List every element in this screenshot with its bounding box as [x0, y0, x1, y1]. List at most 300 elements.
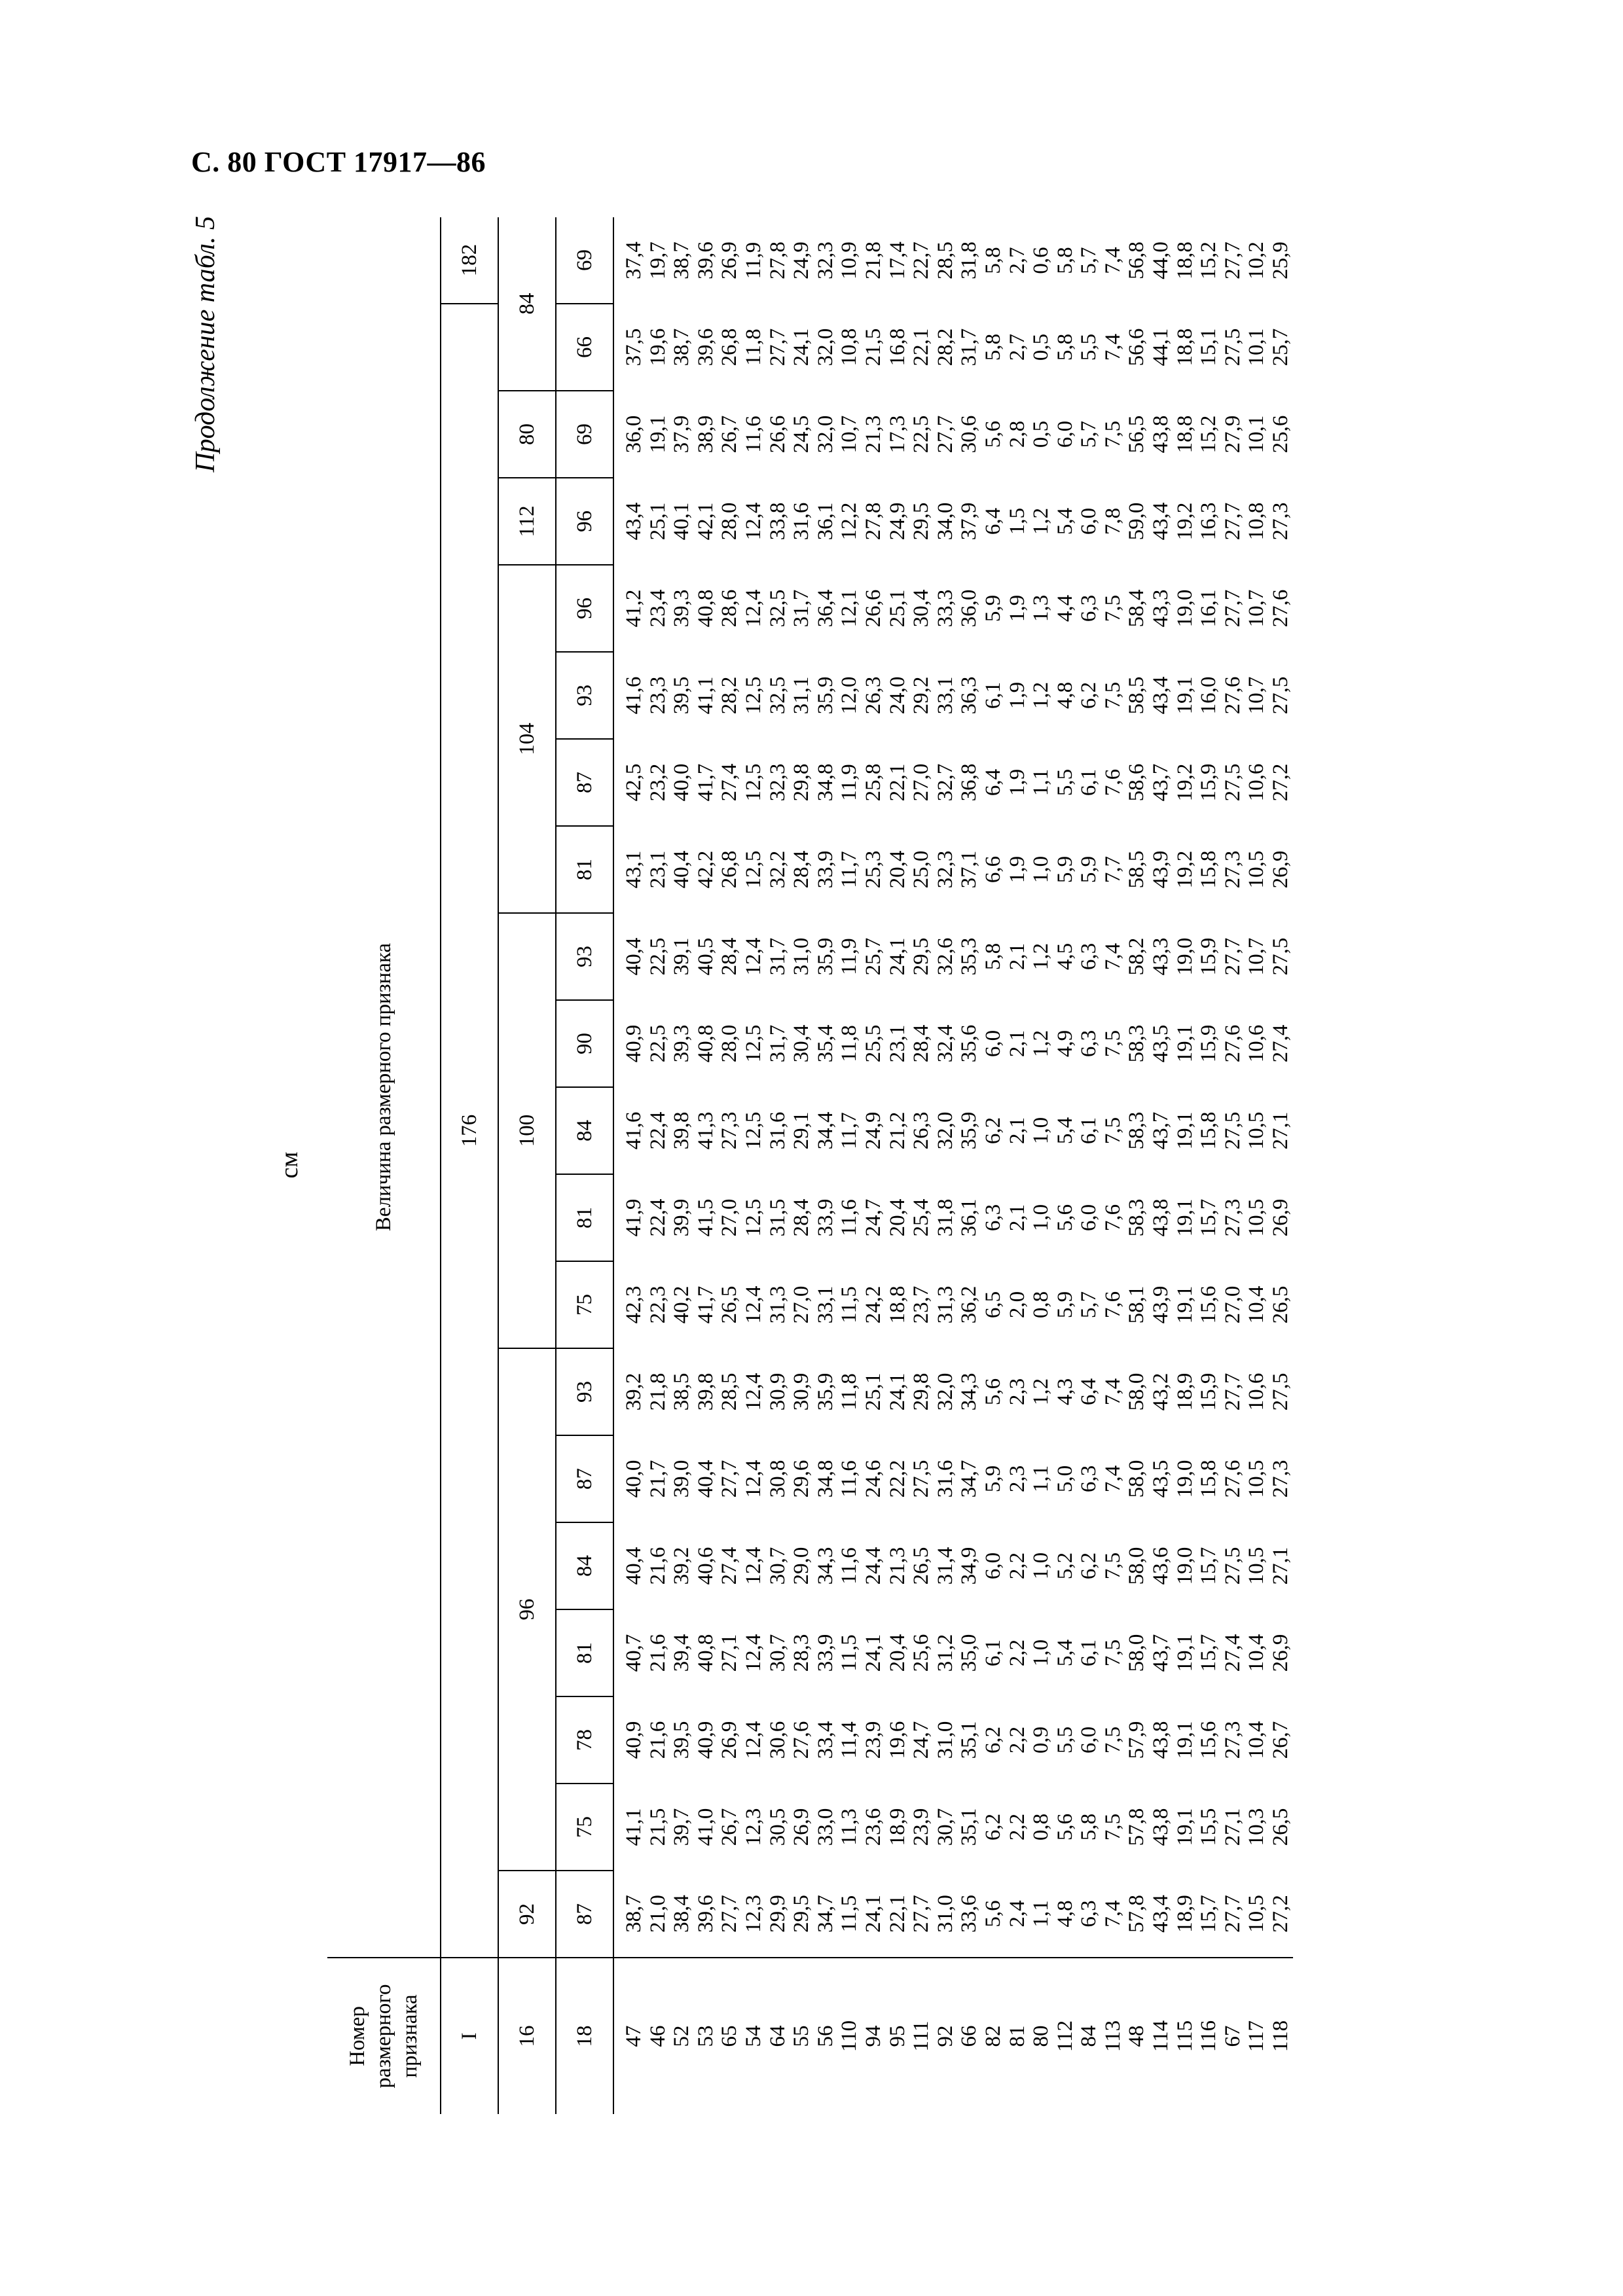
- table-cell: 15,8: [1197, 1111, 1221, 1150]
- table-cell: 1,3: [1029, 594, 1053, 622]
- table-cell: 5,2: [1053, 1552, 1077, 1580]
- table-cell: 27,7: [718, 1895, 742, 1933]
- table-cell: 10,9: [837, 242, 862, 279]
- table-cell: 20,4: [885, 850, 909, 889]
- table-cell: 19,1: [1173, 1111, 1197, 1150]
- table-cell: 10,8: [1245, 502, 1269, 541]
- table-cell: 43,9: [1149, 850, 1173, 889]
- row-number: 66: [957, 1958, 981, 2114]
- table-cell: 2,2: [1005, 1552, 1029, 1580]
- table-cell: 24,1: [790, 328, 814, 367]
- table-cell: 11,4: [837, 1721, 862, 1759]
- table-cell: 24,2: [861, 1285, 885, 1324]
- table-cell: 12,4: [741, 502, 765, 541]
- table-cell: 0,5: [1029, 333, 1053, 361]
- table-cell: 6,3: [1077, 1030, 1101, 1058]
- row-number: 84: [1077, 1958, 1101, 2114]
- table-cell: 31,3: [765, 1285, 790, 1324]
- hip-header: 69: [556, 391, 613, 478]
- table-cell: 30,4: [790, 1024, 814, 1063]
- height-header: 182: [441, 217, 498, 304]
- table-cell: 58,4: [1125, 589, 1149, 628]
- table-row: [1101, 217, 1125, 2114]
- row-number: 56: [814, 1958, 838, 2114]
- table-cell: 11,7: [837, 1112, 862, 1149]
- table-row: [1221, 217, 1245, 2114]
- hip-header: 75: [556, 1784, 613, 1871]
- table-cell: 5,6: [981, 1900, 1005, 1928]
- table-cell: 29,0: [790, 1547, 814, 1585]
- table-cell: 32,2: [765, 850, 790, 889]
- table-cell: 7,6: [1101, 768, 1125, 797]
- table-cell: 29,6: [790, 1460, 814, 1498]
- table-cell: 57,9: [1125, 1721, 1149, 1759]
- table-cell: 16,0: [1197, 676, 1221, 715]
- row-number: 47: [613, 1958, 646, 2114]
- table-row: [646, 217, 670, 2114]
- table-cell: 31,8: [933, 1198, 957, 1237]
- row-number: 95: [886, 1958, 910, 2114]
- table-cell: 19,2: [1173, 850, 1197, 889]
- table-cell: 25,9: [1269, 242, 1293, 279]
- table-cell: 27,7: [909, 1895, 934, 1933]
- table-cell: 5,4: [1053, 507, 1077, 535]
- table-row: [1125, 217, 1149, 2114]
- table-cell: 5,6: [1053, 1204, 1077, 1232]
- table-cell: 27,1: [718, 1634, 742, 1672]
- table-cell: 26,8: [718, 850, 742, 889]
- table-cell: 23,9: [909, 1808, 934, 1846]
- table-cell: 34,9: [957, 1547, 981, 1585]
- row-number: 48: [1125, 1958, 1149, 2114]
- table-cell: 0,8: [1029, 1291, 1053, 1319]
- table-cell: 29,2: [909, 676, 934, 715]
- table-cell: 27,4: [1220, 1634, 1245, 1672]
- table-cell: 26,3: [909, 1111, 934, 1150]
- table-cell: 40,8: [693, 1024, 718, 1063]
- table-row: [718, 217, 742, 2114]
- size-table: [327, 217, 1293, 2114]
- table-cell: 24,9: [790, 242, 814, 279]
- table-cell: 19,0: [1173, 589, 1197, 628]
- row-number: 53: [694, 1958, 718, 2114]
- table-cell: 30,6: [765, 1721, 790, 1759]
- table-cell: 5,9: [981, 594, 1005, 622]
- table-cell: 6,4: [981, 507, 1005, 535]
- table-cell: 43,2: [1149, 1372, 1173, 1411]
- table-cell: 4,3: [1053, 1378, 1077, 1406]
- table-cell: 12,1: [837, 589, 862, 628]
- table-cell: 5,8: [981, 942, 1005, 971]
- height-header: 176: [441, 304, 498, 1958]
- table-cell: 22,2: [885, 1460, 909, 1498]
- table-cell: 32,4: [933, 1024, 957, 1063]
- hip-header: 87: [556, 1435, 613, 1522]
- table-row: [1149, 217, 1173, 2114]
- table-row: [766, 217, 790, 2114]
- table-cell: 29,8: [909, 1372, 934, 1411]
- row-number: 113: [1101, 1958, 1125, 2114]
- table-cell: 6,3: [1077, 1465, 1101, 1493]
- table-cell: 27,4: [718, 1547, 742, 1585]
- table-cell: 7,4: [1101, 247, 1125, 274]
- row-number: 52: [670, 1958, 694, 2114]
- table-cell: 39,7: [670, 1808, 694, 1846]
- hip-header: 96: [556, 478, 613, 565]
- table-cell: 7,4: [1101, 1900, 1125, 1928]
- table-cell: 27,5: [1220, 328, 1245, 367]
- table-cell: 24,0: [885, 676, 909, 715]
- table-cell: 2,8: [1005, 420, 1029, 448]
- table-cell: 40,8: [693, 1634, 718, 1672]
- table-cell: 12,4: [741, 1460, 765, 1498]
- table-cell: 43,4: [1149, 676, 1173, 715]
- table-cell: 7,5: [1101, 1552, 1125, 1580]
- corner-row-label: 16: [498, 1958, 556, 2114]
- table-cell: 31,4: [933, 1547, 957, 1585]
- table-cell: 35,9: [813, 676, 837, 715]
- hip-header: 87: [556, 739, 613, 826]
- table-cell: 33,9: [813, 1634, 837, 1672]
- table-cell: 1,9: [1005, 768, 1029, 797]
- rotated-table-block: [190, 216, 1623, 2114]
- table-cell: 26,6: [861, 589, 885, 628]
- table-cell: 15,7: [1197, 1634, 1221, 1672]
- table-cell: 27,4: [1269, 1024, 1293, 1063]
- table-cell: 19,1: [1173, 1198, 1197, 1237]
- table-cell: 19,2: [1173, 763, 1197, 802]
- table-cell: 39,5: [670, 676, 694, 715]
- table-cell: 26,9: [718, 242, 742, 279]
- table-cell: 28,5: [933, 242, 957, 279]
- table-cell: 30,5: [765, 1808, 790, 1846]
- table-cell: 36,0: [622, 415, 646, 454]
- table-cell: 6,2: [1077, 1552, 1101, 1580]
- table-cell: 4,8: [1053, 1900, 1077, 1928]
- table-cell: 18,8: [1173, 415, 1197, 454]
- table-cell: 22,1: [909, 328, 934, 367]
- table-row: [1197, 217, 1221, 2114]
- table-cell: 30,6: [957, 415, 981, 454]
- table-cell: 31,0: [933, 1895, 957, 1933]
- table-cell: 32,0: [933, 1111, 957, 1150]
- table-cell: 22,7: [909, 242, 934, 279]
- table-cell: 27,7: [1220, 589, 1245, 628]
- table-cell: 16,8: [885, 328, 909, 367]
- table-cell: 27,7: [765, 328, 790, 367]
- table-cell: 7,6: [1101, 1204, 1125, 1232]
- row-number: 67: [1221, 1958, 1245, 2114]
- table-cell: 27,5: [1220, 763, 1245, 802]
- table-cell: 31,7: [790, 589, 814, 628]
- table-cell: 28,4: [790, 850, 814, 889]
- table-row: [934, 217, 958, 2114]
- table-cell: 4,5: [1053, 942, 1077, 971]
- table-cell: 35,9: [813, 937, 837, 976]
- table-cell: 27,6: [790, 1721, 814, 1759]
- table-cell: 6,0: [1077, 1204, 1101, 1232]
- table-cell: 27,3: [1220, 1721, 1245, 1759]
- table-cell: 10,5: [1245, 1198, 1269, 1237]
- table-cell: 23,7: [909, 1285, 934, 1324]
- table-cell: 30,7: [765, 1547, 790, 1585]
- table-cell: 58,0: [1125, 1460, 1149, 1498]
- table-cell: 33,1: [813, 1285, 837, 1324]
- hip-header: 84: [556, 1522, 613, 1609]
- table-cell: 1,9: [1005, 855, 1029, 884]
- table-cell: 11,7: [837, 851, 862, 888]
- girth-header: 96: [498, 1348, 556, 1871]
- table-cell: 5,9: [1077, 855, 1101, 884]
- table-cell: 25,7: [1269, 328, 1293, 367]
- table-cell: 2,1: [1005, 1204, 1029, 1232]
- table-row: [790, 217, 814, 2114]
- table-cell: 5,6: [981, 1378, 1005, 1406]
- table-cell: 11,5: [837, 1634, 862, 1672]
- table-cell: 41,6: [622, 676, 646, 715]
- table-cell: 27,7: [1220, 502, 1245, 541]
- table-cell: 10,6: [1245, 1372, 1269, 1411]
- table-cell: 31,7: [957, 328, 981, 367]
- table-cell: 25,6: [909, 1634, 934, 1672]
- table-cell: 6,2: [981, 1117, 1005, 1145]
- table-cell: 28,4: [909, 1024, 934, 1063]
- table-cell: 11,8: [837, 1025, 862, 1062]
- table-cell: 12,4: [741, 1285, 765, 1324]
- table-cell: 24,7: [861, 1198, 885, 1237]
- table-cell: 15,6: [1197, 1285, 1221, 1324]
- table-cell: 40,9: [622, 1024, 646, 1063]
- table-cell: 35,9: [813, 1372, 837, 1411]
- table-cell: 26,9: [1269, 850, 1293, 889]
- table-cell: 12,4: [741, 1634, 765, 1672]
- table-cell: 26,9: [790, 1808, 814, 1846]
- table-cell: 34,3: [813, 1547, 837, 1585]
- row-number: 81: [1006, 1958, 1030, 2114]
- table-cell: 26,5: [718, 1285, 742, 1324]
- table-cell: 28,4: [718, 937, 742, 976]
- table-cell: 34,0: [933, 502, 957, 541]
- table-cell: 40,4: [622, 1547, 646, 1585]
- girth-header: 92: [498, 1871, 556, 1958]
- table-cell: 7,5: [1101, 1726, 1125, 1754]
- table-cell: 23,2: [646, 763, 670, 802]
- table-cell: 27,7: [1220, 1372, 1245, 1411]
- table-cell: 38,7: [622, 1895, 646, 1933]
- table-cell: 11,5: [837, 1895, 862, 1933]
- table-cell: 15,7: [1197, 1198, 1221, 1237]
- table-cell: 30,9: [765, 1372, 790, 1411]
- table-cell: 40,9: [693, 1721, 718, 1759]
- row-number: 46: [646, 1958, 670, 2114]
- table-cell: 12,3: [741, 1808, 765, 1846]
- table-cell: 56,8: [1125, 242, 1149, 279]
- table-cell: 27,2: [1269, 1895, 1293, 1933]
- table-cell: 5,7: [1077, 247, 1101, 274]
- row-number: 92: [934, 1958, 958, 2114]
- table-cell: 5,4: [1053, 1117, 1077, 1145]
- table-cell: 19,1: [1173, 1808, 1197, 1846]
- table-cell: 43,3: [1149, 589, 1173, 628]
- table-cell: 5,7: [1077, 420, 1101, 448]
- table-cell: 28,6: [718, 589, 742, 628]
- table-cell: 31,3: [933, 1285, 957, 1324]
- table-cell: 28,2: [718, 676, 742, 715]
- table-cell: 35,9: [957, 1111, 981, 1150]
- table-cell: 58,6: [1125, 763, 1149, 802]
- table-cell: 25,6: [1269, 415, 1293, 454]
- table-cell: 0,5: [1029, 420, 1053, 448]
- table-row: [981, 217, 1006, 2114]
- table-cell: 31,8: [957, 242, 981, 279]
- table-cell: 1,0: [1029, 1639, 1053, 1667]
- table-cell: 5,5: [1077, 333, 1101, 361]
- table-cell: 5,8: [981, 333, 1005, 361]
- table-cell: 15,9: [1197, 937, 1221, 976]
- table-row: [1269, 217, 1293, 2114]
- table-cell: 36,3: [957, 676, 981, 715]
- girth-header: 104: [498, 565, 556, 913]
- table-cell: 37,5: [622, 328, 646, 367]
- table-cell: 22,3: [646, 1285, 670, 1324]
- table-cell: 26,9: [718, 1721, 742, 1759]
- table-cell: 10,7: [837, 415, 862, 454]
- table-cell: 10,1: [1245, 328, 1269, 367]
- table-cell: 31,6: [933, 1460, 957, 1498]
- table-cell: 12,4: [741, 589, 765, 628]
- table-cell: 7,5: [1101, 1117, 1125, 1145]
- table-cell: 43,8: [1149, 1808, 1173, 1846]
- table-cell: 39,9: [670, 1198, 694, 1237]
- table-cell: 38,5: [670, 1372, 694, 1411]
- table-cell: 32,0: [813, 328, 837, 367]
- hip-header: 75: [556, 1261, 613, 1348]
- table-cell: 34,8: [813, 1460, 837, 1498]
- table-cell: 10,2: [1245, 242, 1269, 279]
- table-cell: 31,5: [765, 1198, 790, 1237]
- table-cell: 32,0: [813, 415, 837, 454]
- table-cell: 27,7: [933, 415, 957, 454]
- table-cell: 5,8: [981, 247, 1005, 274]
- table-cell: 25,1: [885, 589, 909, 628]
- table-cell: 10,4: [1245, 1721, 1269, 1759]
- table-cell: 40,8: [693, 589, 718, 628]
- corner-row-label: I: [441, 1958, 498, 2114]
- table-cell: 6,1: [981, 1639, 1005, 1667]
- table-cell: 10,7: [1245, 676, 1269, 715]
- table-cell: 28,3: [790, 1634, 814, 1672]
- table-cell: 22,5: [646, 1024, 670, 1063]
- table-cell: 2,2: [1005, 1639, 1029, 1667]
- table-cell: 39,2: [622, 1372, 646, 1411]
- table-cell: 25,3: [861, 850, 885, 889]
- table-cell: 25,4: [909, 1198, 934, 1237]
- table-cell: 27,3: [1220, 850, 1245, 889]
- table-cell: 43,7: [1149, 763, 1173, 802]
- table-cell: 24,7: [909, 1721, 934, 1759]
- table-cell: 10,7: [1245, 589, 1269, 628]
- table-cell: 12,3: [741, 1895, 765, 1933]
- table-cell: 21,8: [646, 1372, 670, 1411]
- table-cell: 23,9: [861, 1721, 885, 1759]
- table-cell: 27,1: [1269, 1111, 1293, 1150]
- table-cell: 7,7: [1101, 855, 1125, 884]
- table-cell: 31,1: [790, 676, 814, 715]
- table-cell: 39,2: [670, 1547, 694, 1585]
- table-cell: 30,4: [909, 589, 934, 628]
- table-cell: 58,3: [1125, 1111, 1149, 1150]
- table-cell: 34,8: [813, 763, 837, 802]
- table-cell: 5,9: [1053, 855, 1077, 884]
- table-cell: 39,0: [670, 1460, 694, 1498]
- table-cell: 11,8: [741, 329, 765, 366]
- table-cell: 38,9: [693, 415, 718, 454]
- table-cell: 24,1: [861, 1895, 885, 1933]
- table-cell: 7,5: [1101, 1030, 1125, 1058]
- table-cell: 27,6: [1220, 676, 1245, 715]
- table-cell: 6,3: [981, 1204, 1005, 1232]
- table-cell: 17,3: [885, 415, 909, 454]
- table-cell: 21,3: [861, 415, 885, 454]
- table-cell: 40,4: [693, 1460, 718, 1498]
- table-cell: 30,7: [933, 1808, 957, 1846]
- row-number: 65: [718, 1958, 742, 2114]
- table-cell: 40,6: [693, 1547, 718, 1585]
- table-cell: 1,1: [1029, 1900, 1053, 1928]
- table-cell: 24,9: [885, 502, 909, 541]
- table-cell: 38,4: [670, 1895, 694, 1933]
- row-number: 115: [1173, 1958, 1197, 2114]
- table-cell: 15,7: [1197, 1895, 1221, 1933]
- table-cell: 36,0: [957, 589, 981, 628]
- table-cell: 26,9: [1269, 1198, 1293, 1237]
- table-cell: 6,1: [1077, 768, 1101, 797]
- girth-header: 80: [498, 391, 556, 478]
- table-row: [886, 217, 910, 2114]
- table-cell: 15,7: [1197, 1547, 1221, 1585]
- table-cell: 35,4: [813, 1024, 837, 1063]
- table-cell: 28,4: [790, 1198, 814, 1237]
- table-cell: 41,1: [622, 1808, 646, 1846]
- table-cell: 34,4: [813, 1111, 837, 1150]
- table-cell: 12,0: [837, 676, 862, 715]
- table-cell: 18,8: [885, 1285, 909, 1324]
- table-cell: 43,5: [1149, 1024, 1173, 1063]
- table-cell: 19,1: [1173, 1721, 1197, 1759]
- table-cell: 27,7: [1220, 937, 1245, 976]
- table-cell: 32,3: [933, 850, 957, 889]
- table-cell: 7,4: [1101, 333, 1125, 361]
- table-cell: 27,0: [718, 1198, 742, 1237]
- table-cell: 1,1: [1029, 768, 1053, 797]
- table-cell: 27,6: [1220, 1460, 1245, 1498]
- hip-header: 93: [556, 652, 613, 739]
- table-cell: 7,5: [1101, 1639, 1125, 1667]
- table-cell: 25,5: [861, 1024, 885, 1063]
- table-cell: 6,1: [981, 681, 1005, 709]
- table-cell: 59,0: [1125, 502, 1149, 541]
- table-cell: 11,6: [837, 1199, 862, 1236]
- table-row: [670, 217, 694, 2114]
- table-cell: 2,7: [1005, 333, 1029, 361]
- table-cell: 23,4: [646, 589, 670, 628]
- table-cell: 10,5: [1245, 1895, 1269, 1933]
- table-cell: 15,9: [1197, 763, 1221, 802]
- table-cell: 10,6: [1245, 1024, 1269, 1063]
- table-cell: 6,3: [1077, 1900, 1101, 1928]
- table-cell: 27,6: [1269, 589, 1293, 628]
- table-cell: 58,0: [1125, 1547, 1149, 1585]
